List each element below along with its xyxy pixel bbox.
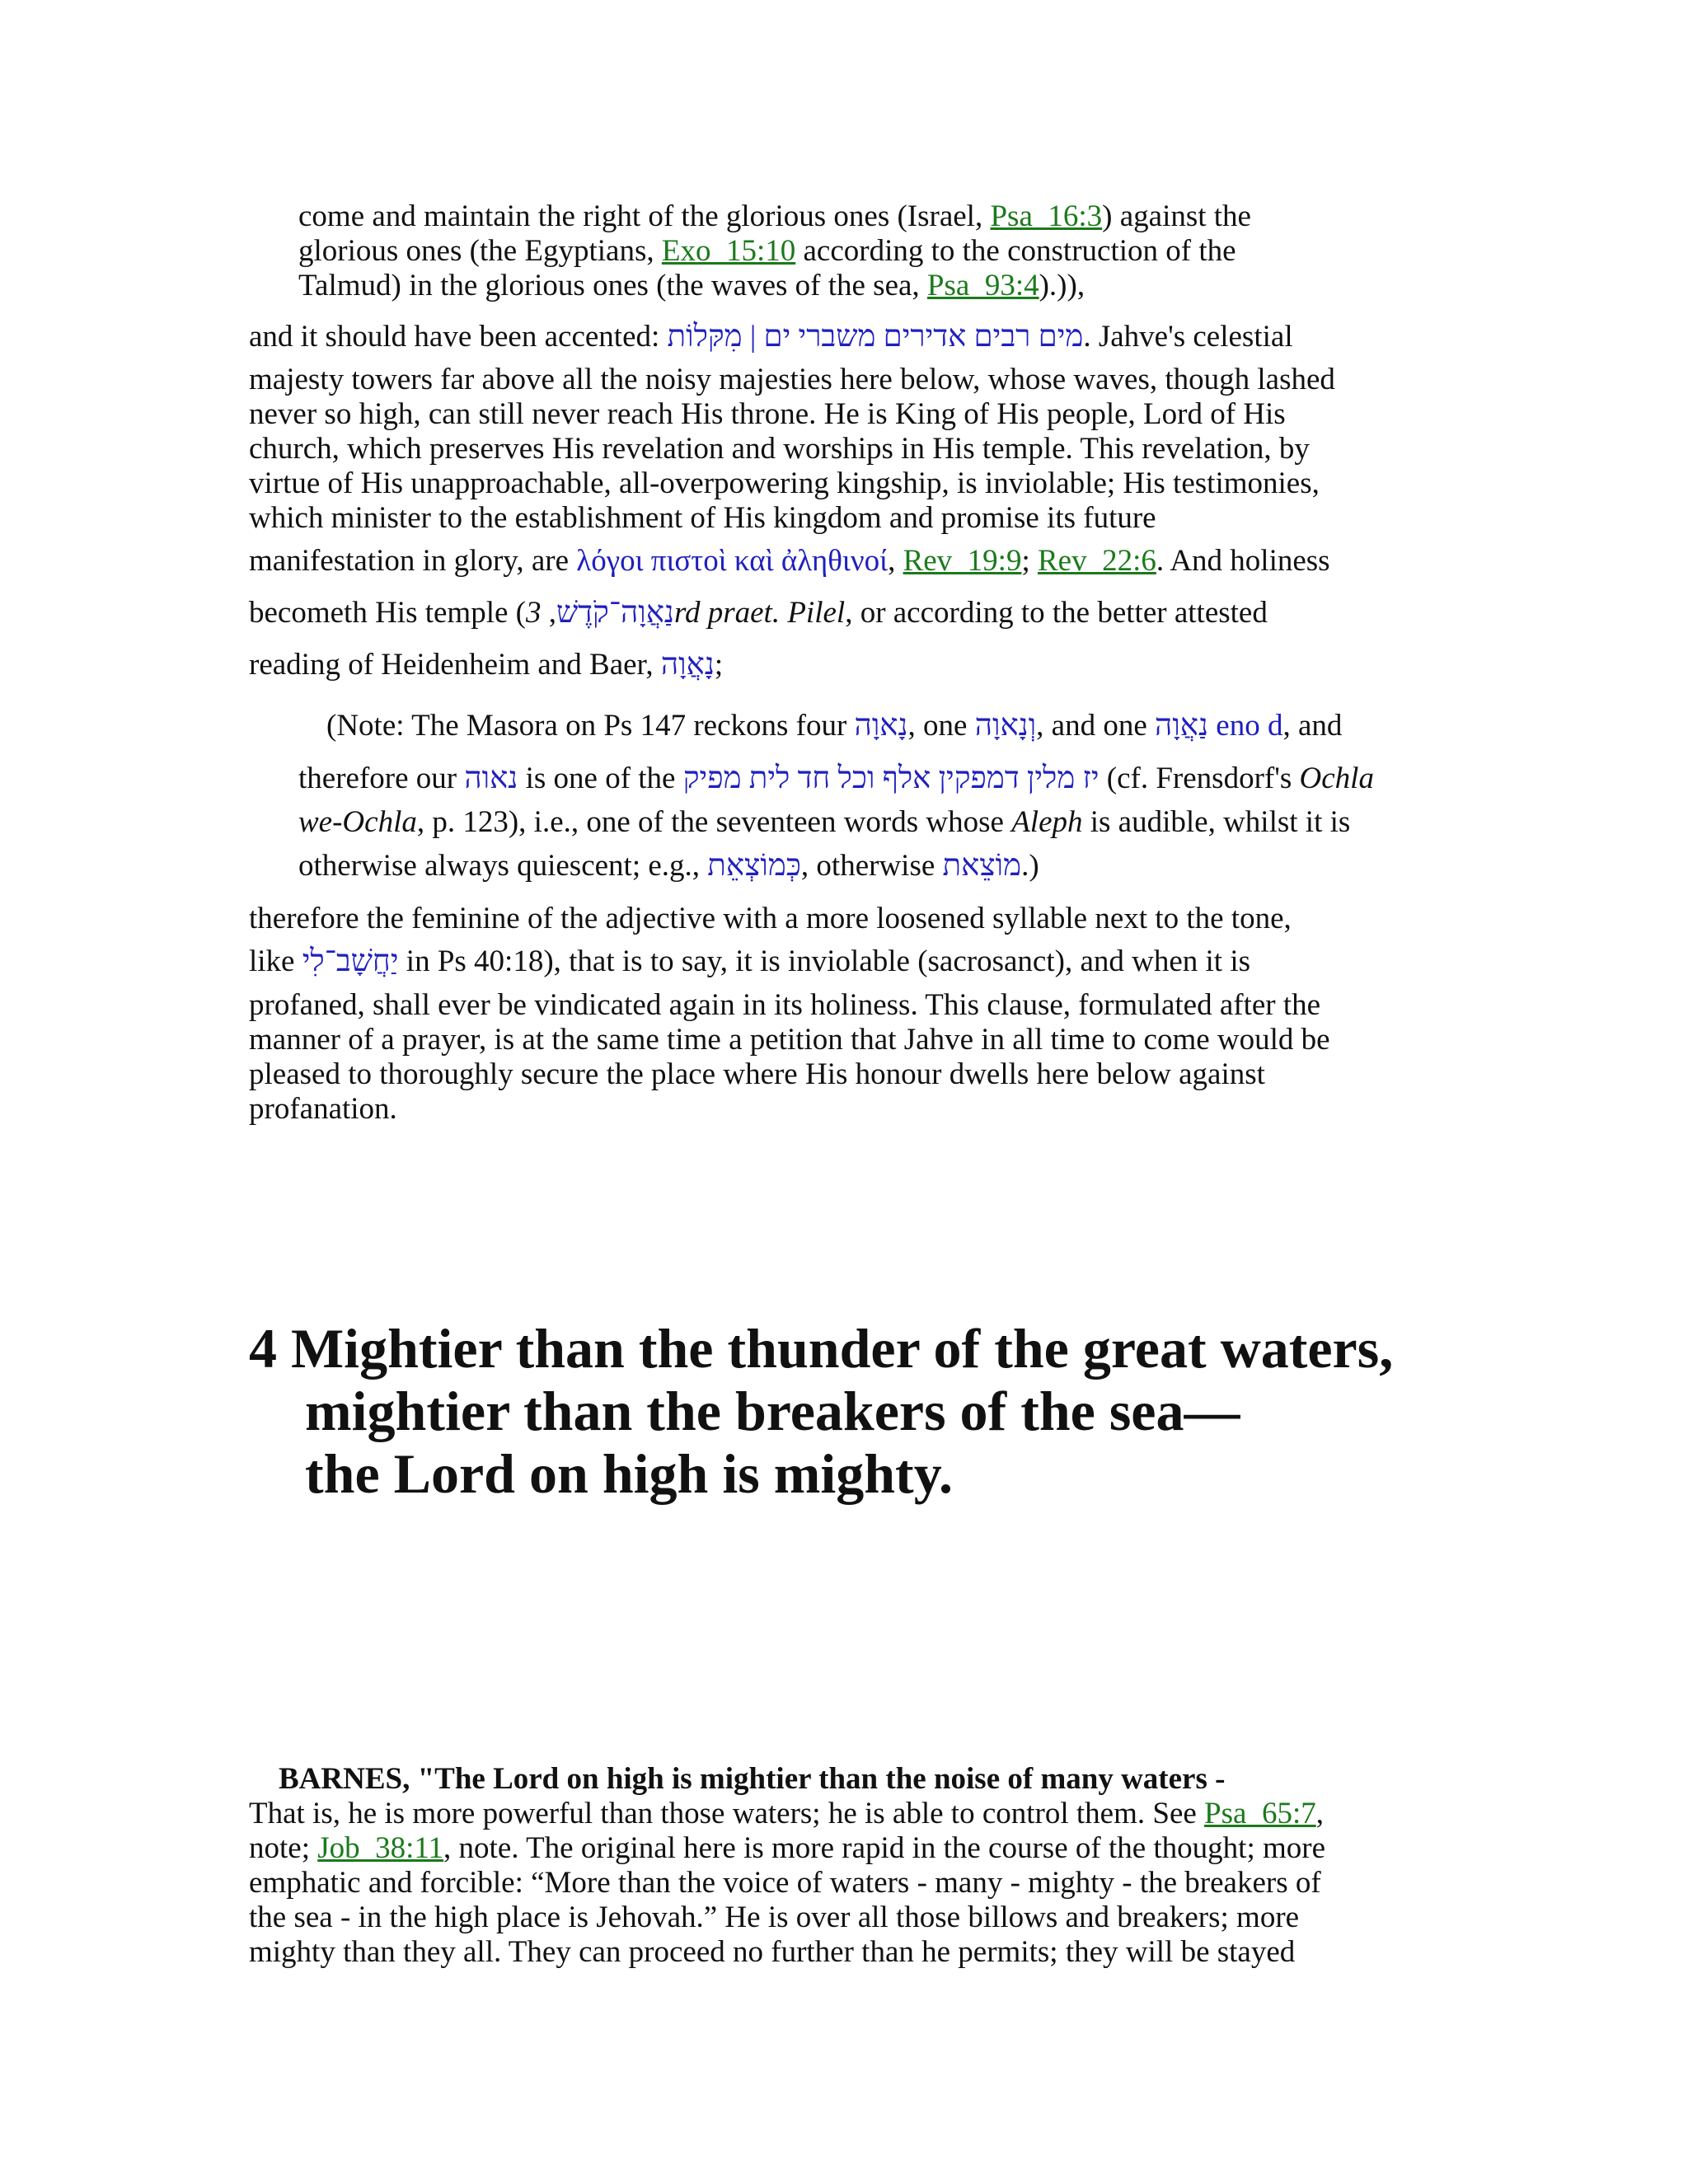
note2-line3: we-Ochla, p. 123), i.e., one of the seventeen words whose Aleph is audible, whilst it is <box>298 805 1351 839</box>
note1-line1: come and maintain the right of the glorious ones (Israel, Psa_16:3) against the <box>298 199 1251 233</box>
barnes-line6: mighty than they all. They can proceed no further than he permits; they will be stayed <box>249 1935 1296 1969</box>
para2-line6: profanation. <box>249 1092 397 1126</box>
link-exo-15-10[interactable]: Exo_15:10 <box>661 234 796 268</box>
hebrew-text: נָאֲוָה <box>660 648 715 682</box>
verse-line2: mightier than the breakers of the sea— <box>305 1380 1240 1442</box>
para1-line9: reading of Heidenheim and Baer, נָאֲוָה; <box>249 648 724 682</box>
greek-text: λόγοι πιστοὶ καὶ ἀληθινοί <box>576 544 889 578</box>
para1-line1: and it should have been accented: מים רבים אדירים משברי ים | מִקּלוֹת. Jahve's celestial <box>249 320 1293 354</box>
hebrew-text: וְנָאוָה <box>974 709 1037 743</box>
note2-line2: therefore our נאוה is one of the יז מלין דמפקין אלף וכל חד לית מפיק (cf. Frensdorf's Ochla <box>298 762 1374 795</box>
para1-line6: which minister to the establishment of His kingdom and promise its future <box>249 501 1156 535</box>
note1-line2: glorious ones (the Egyptians, Exo_15:10 according to the construction of the <box>298 234 1236 268</box>
note2-line4: otherwise always quiescent; e.g., כְּמוֹצְאֵת, otherwise מוֹצֵאת.) <box>298 849 1039 883</box>
para2-line5: pleased to thoroughly secure the place where His honour dwells here below against <box>249 1057 1265 1091</box>
para2-line4: manner of a prayer, is at the same time a petition that Jahve in all time to come would be <box>249 1023 1330 1057</box>
note1-line3: Talmud) in the glorious ones (the waves of the sea, Psa_93:4).)), <box>298 269 1085 302</box>
hebrew-text: נָאוָה <box>854 709 908 743</box>
para1-line8: becometh His temple ( נַאֲוָה־קֹדֶשׁ, 3rd praet. Pilel, or according to the better attested <box>249 596 1268 630</box>
hebrew-text: נאוה <box>464 762 518 795</box>
hebrew-text: יַחֲשָׁב־לִי <box>302 944 399 978</box>
para2-line2: like יַחֲשָׁב־לִי in Ps 40:18), that is to say, it is inviolable (sacrosanct), and when it is <box>249 944 1250 978</box>
link-job-38-11[interactable]: Job_38:11 <box>317 1831 444 1865</box>
link-psa-16-3[interactable]: Psa_16:3 <box>990 199 1103 233</box>
barnes-line3: note; Job_38:11, note. The original here is more rapid in the course of the thought; more <box>249 1831 1326 1865</box>
hebrew-text: יז מלין דמפקין אלף וכל חד לית מפיק <box>682 762 1100 795</box>
link-psa-65-7[interactable]: Psa_65:7 <box>1204 1797 1316 1830</box>
verse-line1: 4 Mightier than the thunder of the great waters, <box>249 1317 1394 1380</box>
link-rev-22-6[interactable]: Rev_22:6 <box>1037 544 1156 578</box>
barnes-line4: emphatic and forcible: “More than the voice of waters - many - mighty - the breakers of <box>249 1866 1321 1900</box>
link-rev-19-9[interactable]: Rev_19:9 <box>903 544 1022 578</box>
para1-line7: manifestation in glory, are λόγοι πιστοὶ καὶ ἀληθινοί, Rev_19:9; Rev_22:6. And holiness <box>249 544 1330 578</box>
para1-line5: virtue of His unapproachable, all-overpowering kingship, is inviolable; His testimonies, <box>249 466 1320 500</box>
hebrew-text: נַאֲוָה <box>1155 709 1209 743</box>
verse-line3: the Lord on high is mighty. <box>305 1442 953 1505</box>
hebrew-text: כְּמוֹצְאֵת <box>707 849 801 883</box>
para2-line3: profaned, shall ever be vindicated again in its holiness. This clause, formulated after the <box>249 988 1321 1022</box>
para1-line4: church, which preserves His revelation and worships in His temple. This revelation, by <box>249 432 1310 466</box>
hebrew-text: נַאֲוָה־קֹדֶשׁ <box>556 596 674 630</box>
para1-line3: never so high, can still never reach His throne. He is King of His people, Lord of His <box>249 397 1286 431</box>
hebrew-transliteration: eno d <box>1208 709 1283 743</box>
barnes-line2: That is, he is more powerful than those waters; he is able to control them. See Psa_65:7, <box>249 1797 1324 1830</box>
barnes-line5: the sea - in the high place is Jehovah.” He is over all those billows and breakers; more <box>249 1900 1300 1934</box>
para2-line1: therefore the feminine of the adjective with a more loosened syllable next to the tone, <box>249 902 1292 935</box>
barnes-heading: BARNES, "The Lord on high is mightier than the noise of many waters - <box>279 1762 1226 1796</box>
verse-heading <box>249 1317 1650 1505</box>
link-psa-93-4[interactable]: Psa_93:4 <box>926 269 1039 302</box>
note2-line1: (Note: The Masora on Ps 147 reckons four נָאוָה, one וְנָאוָה, and one נַאֲוָה eno d, and <box>326 709 1343 743</box>
hebrew-text: מים רבים אדירים משברי ים | מִקּלוֹת <box>667 320 1084 354</box>
hebrew-text: מוֹצֵאת <box>942 849 1022 883</box>
para1-line2: majesty towers far above all the noisy majesties here below, whose waves, though lashed <box>249 363 1335 396</box>
